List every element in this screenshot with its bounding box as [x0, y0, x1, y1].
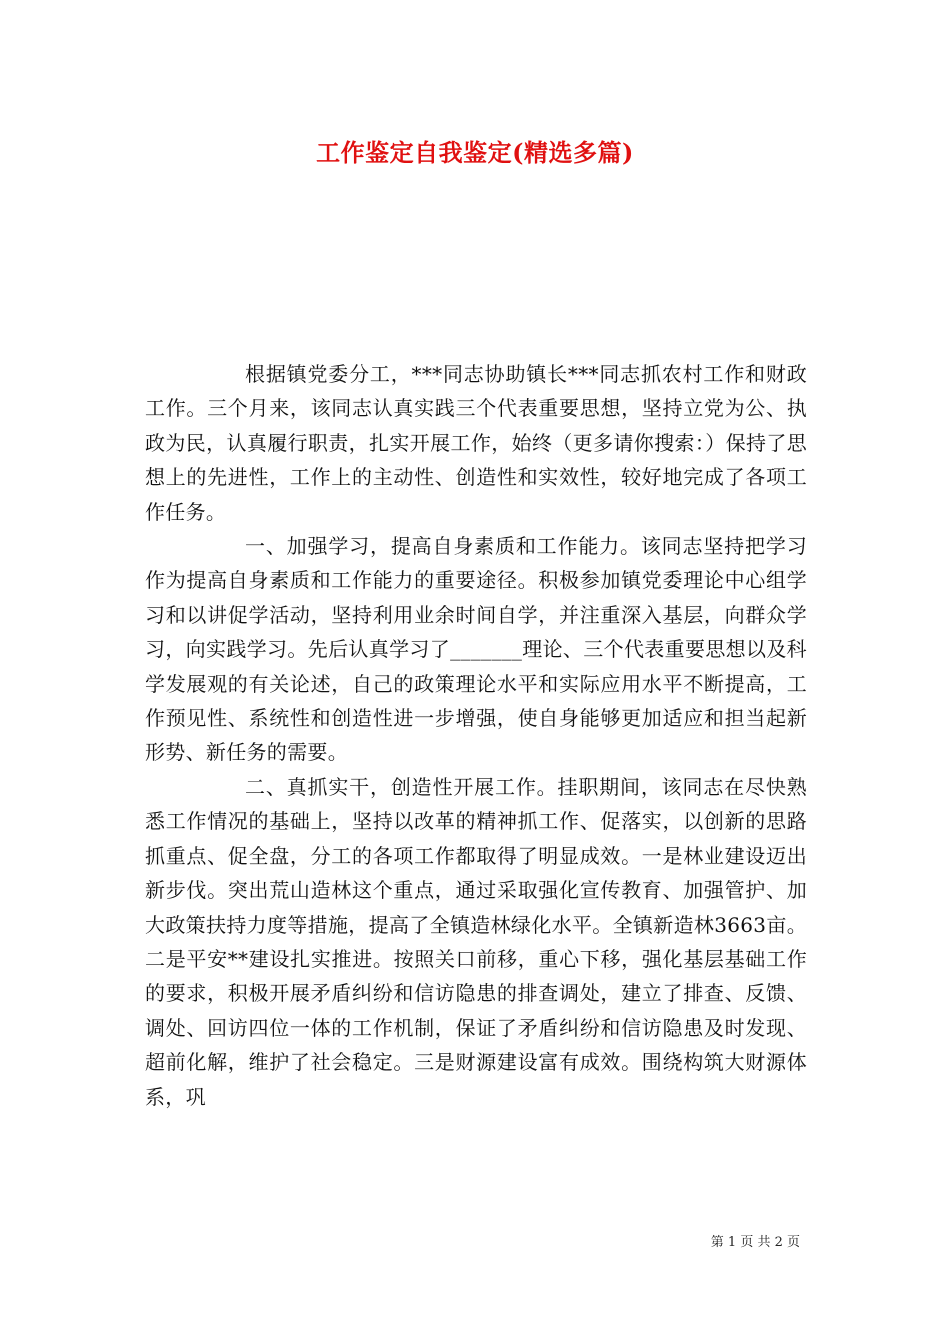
page-number-footer: 第 1 页 共 2 页	[710, 1235, 800, 1250]
paragraph-work: 二、真抓实干，创造性开展工作。挂职期间，该同志在尽快熟悉工作情况的基础上，坚持以改革的精神抓工作、促落实，以创新的思路抓重点、促全盘，分工的各项工作都取得了明显成效。一是林业建设迈出新步伐。突出荒山造林这个重点，通过采取强化宣传教育、加强管护、加大政策扶持力度等措施，提高了全镇造林绿化水平。全镇新造林3663亩。二是平安**建设扎实推进。按照关口前移，重心下移，强化基层基础工作的要求，积极开展矛盾纠纷和信访隐患的排查调处，建立了排查、反馈、调处、回访四位一体的工作机制，保证了矛盾纠纷和信访隐患及时发现、超前化解，维护了社会稳定。三是财源建设富有成效。围绕构筑大财源体系，巩	[145, 774, 807, 1109]
paragraph-intro: 根据镇党委分工，***同志协助镇长***同志抓农村工作和财政工作。三个月来，该同志认真实践三个代表重要思想，坚持立党为公、执政为民，认真履行职责，扎实开展工作，始终（更多请你搜索：）保持了思想上的先进性，工作上的主动性、创造性和实效性，较好地完成了各项工作任务。	[145, 362, 807, 524]
document-body	[145, 357, 807, 1114]
document-title: 工作鉴定自我鉴定(精选多篇)	[316, 138, 634, 167]
paragraph-study: 一、加强学习，提高自身素质和工作能力。该同志坚持把学习作为提高自身素质和工作能力的重要途径。积极参加镇党委理论中心组学习和以讲促学活动，坚持利用业余时间自学，并注重深入基层，向群众学习，向实践学习。先后认真学习了_______理论、三个代表重要思想以及科学发展观的有关论述，自己的政策理论水平和实际应用水平不断提高，工作预见性、系统性和创造性进一步增强，使自身能够更加适应和担当起新形势、新任务的需要。	[145, 534, 807, 765]
